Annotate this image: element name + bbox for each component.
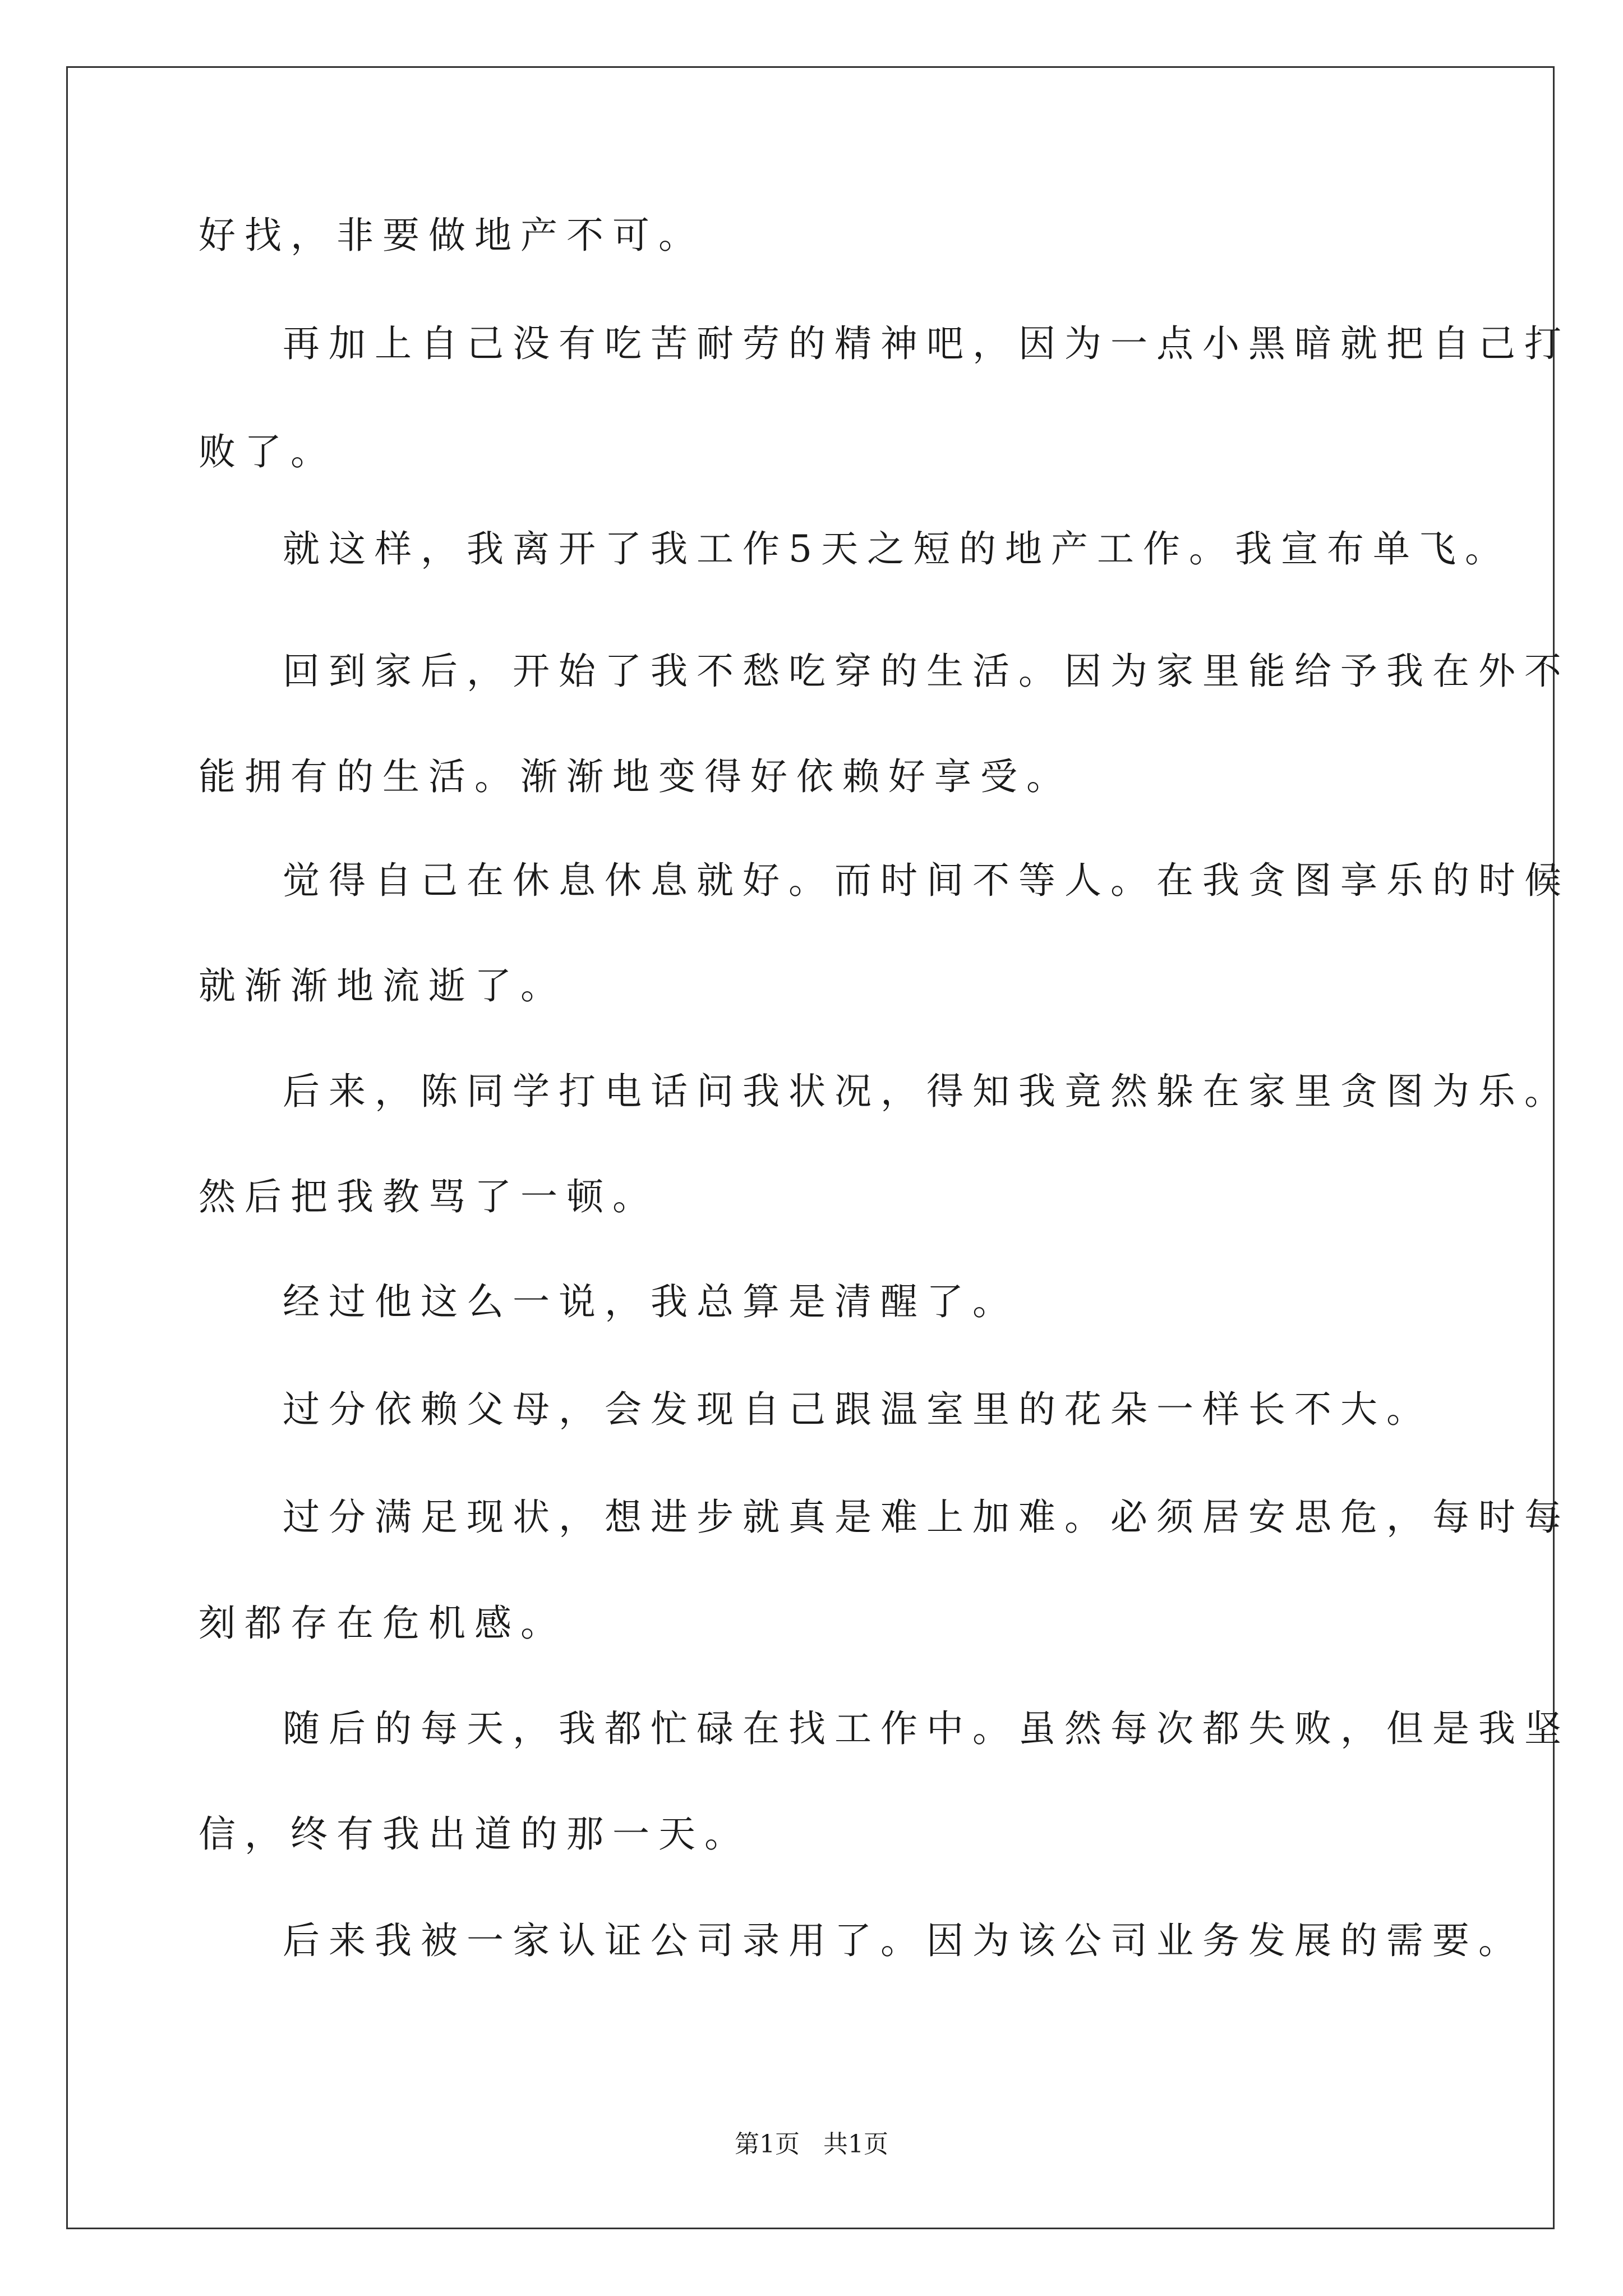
page-total: 共1页 bbox=[823, 2130, 888, 2159]
text-line: 过分依赖父母，会发现自己跟温室里的花朵一样长不大。 bbox=[283, 1388, 1432, 1431]
page-border bbox=[66, 66, 1555, 2229]
text-line: 就渐渐地流逝了。 bbox=[199, 964, 566, 1007]
text-line: 刻都存在危机感。 bbox=[199, 1602, 566, 1645]
text-line: 信，终有我出道的那一天。 bbox=[199, 1812, 750, 1856]
text-line: 就这样，我离开了我工作5天之短的地产工作。我宣布单飞。 bbox=[283, 527, 1511, 570]
text-line: 能拥有的生活。渐渐地变得好依赖好享受。 bbox=[199, 755, 1072, 798]
text-line: 再加上自己没有吃苦耐劳的精神吧，因为一点小黑暗就把自己打 bbox=[283, 322, 1570, 365]
text-line: 好找，非要做地产不可。 bbox=[199, 214, 704, 257]
text-line: 回到家后，开始了我不愁吃穿的生活。因为家里能给予我在外不 bbox=[283, 650, 1570, 693]
page-number: 第1页 bbox=[735, 2130, 800, 2159]
text-line: 过分满足现状，想进步就真是难上加难。必须居安思危，每时每 bbox=[283, 1496, 1570, 1539]
text-line: 后来我被一家认证公司录用了。因为该公司业务发展的需要。 bbox=[283, 1919, 1524, 1962]
text-line: 经过他这么一说，我总算是清醒了。 bbox=[283, 1280, 1018, 1323]
text-line: 觉得自己在休息休息就好。而时间不等人。在我贪图享乐的时候 bbox=[283, 859, 1570, 902]
page-footer bbox=[0, 2129, 1623, 2160]
text-line: 后来，陈同学打电话问我状况，得知我竟然躲在家里贪图为乐。 bbox=[283, 1070, 1570, 1113]
text-line: 败了。 bbox=[199, 430, 336, 473]
text-line: 随后的每天，我都忙碌在找工作中。虽然每次都失败，但是我坚 bbox=[283, 1707, 1570, 1750]
text-line: 然后把我教骂了一顿。 bbox=[199, 1175, 658, 1218]
